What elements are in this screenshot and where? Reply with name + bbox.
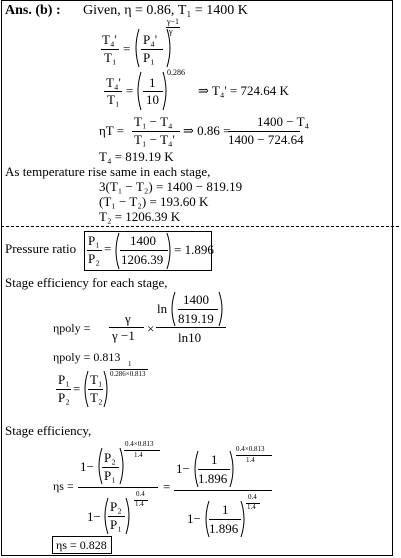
solution-page: Ans. (b) : Given, η = 0.86, T₁ = 1400 K T₄' T₁ = P₄' P₁ γ−1 γ T₄' T₁ = 1 10 0.286 ⇒ T₄' = 724.64 K ηT = T₁ − T₄ T₁ − T₄' ⇒ 0.86 = 1400 − T₄ 1400 − 724.64 T₄ = 819.19 K As temperature rise same in each stage, 3(T₁ − T₂) = 1400 − 819.19 (T₁ − T₂) = 193.60 K T₂ = 1206.39 K Pressure ratio P₁ P₂ = 1400 1206.39 = 1.896 Stage efficiency for each stage, ηpoly = γ γ −1 × ln 1400 819.19 ln10 ηpoly = 0.813 P₁ P₂ = T₁ T₂ 1 0.286×0.813 Stage efficiency, ηs = 1− P₂ P₁ 0.4×0.813 1.4 1− P₂ P₁ 0.4 1.4 = 1− 1 1.896 0.4×0.813 1.4 1− 1 1.896 0.4 1.4 ηs = 0.828 (0, 0, 401, 558)
poly-lhs: ηpoly = (53, 321, 91, 335)
etas-rnum-n1: 1 (211, 452, 218, 467)
pr-rden: 1206.39 (121, 252, 164, 267)
etas-rden-n1: 1 (222, 502, 229, 517)
poly-ln: ln (157, 301, 168, 316)
etas-den-exp-den: 1.4 (135, 500, 144, 508)
etas-equals: = (163, 479, 171, 494)
eq2-rhs-num: 1 (149, 75, 156, 90)
etas-rden-one: 1− (187, 511, 201, 526)
eq1-lhs-num: T₄' (102, 32, 117, 47)
etas-rnum-exp-den: 1.4 (246, 456, 255, 464)
etas-rden-exp-den: 1.4 (247, 503, 256, 511)
etas-num-one: 1− (80, 459, 94, 474)
etas-num-p1: P₁ (104, 468, 116, 483)
eq3-lhs: ηT = (99, 123, 125, 138)
eq2-lhs-den: T₁ (107, 92, 120, 107)
poly-gnum: γ (125, 311, 131, 326)
answer-label: Ans. (b) : (5, 3, 61, 18)
eq3-den2: 1400 − 724.64 (228, 132, 304, 147)
stage-eff-each-label: Stage efficiency for each stage, (5, 275, 168, 290)
final-result: ηs = 0.828 (56, 538, 107, 552)
poly-gden: γ −1 (112, 328, 135, 343)
poly-lnnum: 1400 (183, 292, 209, 307)
eq1-rhs-num: P₄' (143, 32, 158, 47)
eq3-num2: 1400 − T₄ (257, 114, 310, 129)
eq1-rhs-den: P₁ (143, 50, 155, 65)
rise-statement: As temperature rise same in each stage, (5, 164, 211, 179)
etas-num-p2: P₂ (104, 450, 116, 465)
etas-rden-exp-num: 0.4 (248, 493, 257, 501)
poly-den: ln10 (178, 330, 202, 345)
eq2-lhs-num: T₄' (106, 75, 121, 90)
pressure-ratio-label: Pressure ratio (5, 241, 77, 256)
eq1-lhs-den: T₁ (104, 50, 117, 65)
pr-result: = 1.896 (174, 242, 214, 257)
eq2-result: ⇒ T₄' = 724.64 K (198, 83, 289, 98)
section-divider (1, 226, 399, 227)
pr-den: P₂ (88, 251, 100, 266)
etas-lhs: ηs = (53, 479, 74, 493)
rise-step-3: T₂ = 1206.39 K (99, 209, 181, 224)
poly-times: × (147, 321, 155, 336)
etas-rden-d1: 1.896 (209, 521, 239, 536)
etas-rnum-d1: 1.896 (198, 471, 228, 486)
eq2-exp: 0.286 (167, 68, 185, 77)
pt-den: P₂ (58, 390, 70, 405)
pt-exp-num: 1 (128, 360, 132, 368)
etas-den-exp-num: 0.4 (136, 490, 145, 498)
given-values: Given, η = 0.86, T₁ = 1400 K (83, 3, 248, 18)
t4-result: T₄ = 819.19 K (99, 149, 174, 164)
pt-tden: T₂ (90, 390, 103, 405)
etas-num-exp-den: 1.4 (134, 451, 143, 459)
etas-num-exp-num: 0.4×0.813 (125, 440, 154, 448)
pt-tnum: T₁ (90, 372, 103, 387)
etas-den-p2: P₂ (110, 499, 122, 514)
etas-den-p1: P₁ (110, 517, 122, 532)
eq1-exp-den: γ (169, 27, 173, 36)
eq3-den: T₁ − T₄' (134, 132, 175, 147)
eq3-num: T₁ − T₄ (134, 114, 173, 129)
pt-num: P₁ (58, 372, 70, 387)
pr-num: P₁ (88, 233, 100, 248)
etas-den-one: 1− (87, 509, 101, 524)
eq3-mid: ⇒ 0.86 = (183, 123, 231, 138)
eq2-rhs-den: 10 (146, 92, 159, 107)
pt-exp-den: 0.286×0.813 (110, 370, 146, 378)
stage-eff-label: Stage efficiency, (5, 423, 92, 438)
poly-value: ηpoly = 0.813 (53, 350, 121, 364)
rise-step-1: 3(T₁ − T₂) = 1400 − 819.19 (99, 179, 243, 194)
poly-lnden: 819.19 (178, 311, 214, 326)
eq1-exp-num: γ−1 (167, 17, 180, 26)
pr-rnum: 1400 (130, 233, 156, 248)
etas-rnum-one: 1− (176, 461, 190, 476)
rise-step-2: (T₁ − T₂) = 193.60 K (99, 194, 209, 209)
etas-rnum-exp-num: 0.4×0.813 (236, 445, 265, 453)
